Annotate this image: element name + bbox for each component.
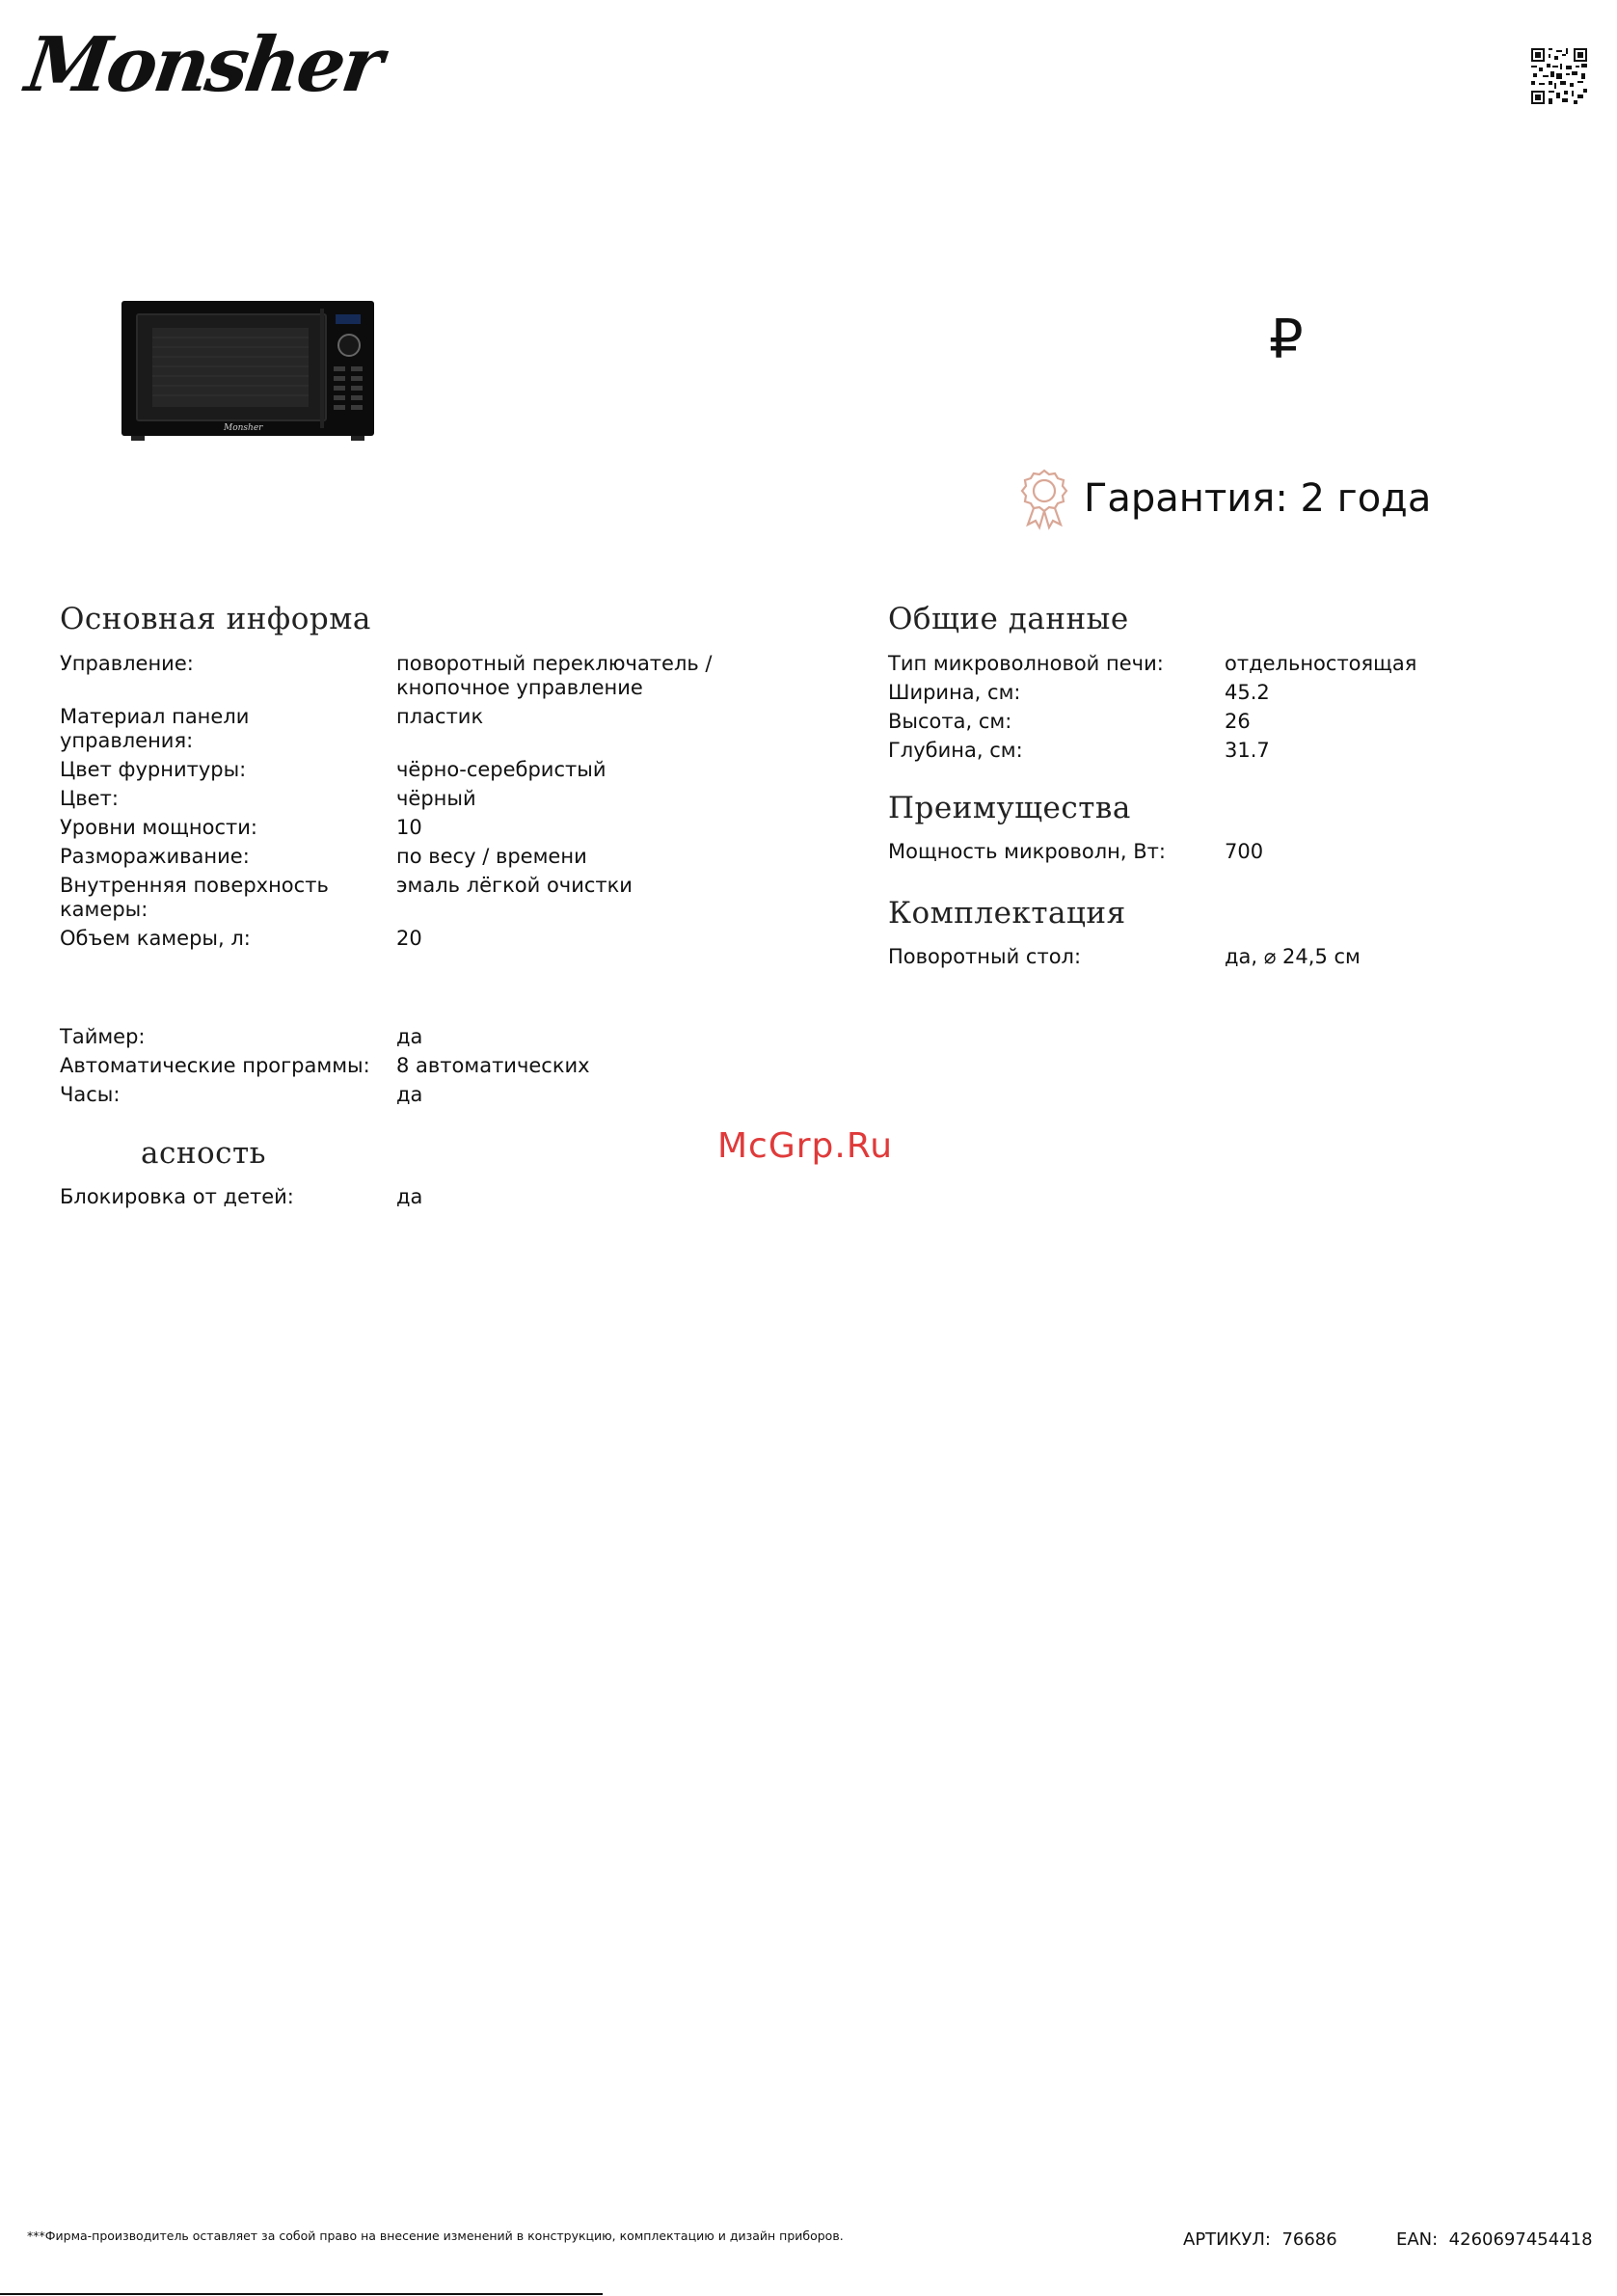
package-list	[888, 945, 1563, 974]
spec-label: Высота, см:	[888, 710, 1012, 733]
spec-label: Внутренняя поверхность камеры:	[60, 874, 329, 921]
advantages-list	[888, 840, 1563, 869]
article-number	[1183, 2229, 1337, 2250]
spec-row	[60, 1054, 735, 1078]
spec-label: Таймер:	[60, 1025, 146, 1048]
section-title-basic-info: Основная информа	[60, 602, 371, 636]
spec-row	[888, 840, 1563, 864]
spec-label: Поворотный стол:	[888, 945, 1082, 968]
qr-code-icon	[1531, 48, 1587, 104]
general-list	[888, 652, 1563, 768]
ean-code	[1396, 2229, 1593, 2250]
extra-info-list	[60, 1025, 735, 1112]
spec-row	[60, 652, 735, 700]
section-title-general: Общие данные	[888, 602, 1129, 636]
ean-value: 4260697454418	[1448, 2229, 1593, 2250]
spec-value: да, ⌀ 24,5 см	[1225, 945, 1361, 968]
spec-label: Размораживание:	[60, 845, 250, 868]
spec-label: Часы:	[60, 1083, 121, 1106]
article-label: АРТИКУЛ:	[1183, 2229, 1271, 2250]
brand-logo: Monsher	[20, 21, 386, 109]
spec-value: 31.7	[1225, 739, 1270, 762]
spec-value: 20	[396, 927, 422, 950]
article-value: 76686	[1281, 2229, 1337, 2250]
section-title-safety: асность	[141, 1136, 267, 1171]
spec-label: Цвет фурнитуры:	[60, 758, 247, 781]
ean-label: EAN:	[1396, 2229, 1439, 2250]
spec-label: Блокировка от детей:	[60, 1185, 294, 1208]
spec-value: чёрный	[396, 787, 476, 810]
warranty-block	[1018, 467, 1431, 530]
spec-value: эмаль лёгкой очистки	[396, 874, 633, 897]
spec-value: 8 автоматических	[396, 1054, 590, 1077]
safety-list	[60, 1185, 735, 1214]
spec-row	[60, 1185, 735, 1209]
spec-row	[888, 681, 1563, 705]
spec-value: пластик	[396, 705, 484, 728]
spec-row	[60, 1083, 735, 1107]
spec-value: да	[396, 1025, 423, 1048]
svg-text:Monsher: Monsher	[224, 423, 263, 433]
section-title-advantages: Преимущества	[888, 791, 1131, 825]
basic-info-list	[60, 652, 735, 956]
section-title-package: Комплектация	[888, 896, 1126, 931]
spec-value: 26	[1225, 710, 1251, 733]
spec-label: Цвет:	[60, 787, 119, 810]
spec-value: 45.2	[1225, 681, 1270, 704]
spec-value: поворотный переключатель / кнопочное управление	[396, 652, 713, 699]
spec-row	[60, 927, 735, 951]
spec-label: Тип микроволновой печи:	[888, 652, 1164, 675]
footer-divider	[0, 2293, 603, 2295]
spec-row	[60, 845, 735, 869]
spec-label: Управление:	[60, 652, 194, 675]
spec-row	[60, 758, 735, 782]
award-badge-icon	[1018, 467, 1070, 530]
spec-row	[60, 874, 735, 922]
spec-row	[60, 787, 735, 811]
spec-row	[888, 945, 1563, 969]
spec-label: Глубина, см:	[888, 739, 1023, 762]
spec-label: Ширина, см:	[888, 681, 1021, 704]
spec-row	[60, 1025, 735, 1049]
spec-label: Материал панели управления:	[60, 705, 250, 752]
spec-value: 10	[396, 816, 422, 839]
spec-value: чёрно-серебристый	[396, 758, 606, 781]
spec-value: да	[396, 1083, 423, 1106]
footer-disclaimer: ***Фирма-производитель оставляет за собой право на внесение изменений в конструкцию, комплектацию и дизайн приборов.	[27, 2228, 844, 2243]
spec-label: Мощность микроволн, Вт:	[888, 840, 1166, 863]
spec-row	[888, 739, 1563, 763]
microwave-image	[58, 280, 424, 492]
spec-row	[888, 652, 1563, 676]
spec-label: Автоматические программы:	[60, 1054, 370, 1077]
watermark-text: McGrp.Ru	[717, 1126, 894, 1166]
spec-value: да	[396, 1185, 423, 1208]
currency-symbol: ₽	[1269, 309, 1304, 371]
spec-row	[888, 710, 1563, 734]
spec-value: отдельностоящая	[1225, 652, 1417, 675]
spec-label: Объем камеры, л:	[60, 927, 251, 950]
warranty-text: Гарантия: 2 года	[1084, 476, 1432, 521]
spec-value: по весу / времени	[396, 845, 587, 868]
spec-value: 700	[1225, 840, 1264, 863]
spec-row	[60, 705, 735, 753]
spec-row	[60, 816, 735, 840]
spec-label: Уровни мощности:	[60, 816, 257, 839]
